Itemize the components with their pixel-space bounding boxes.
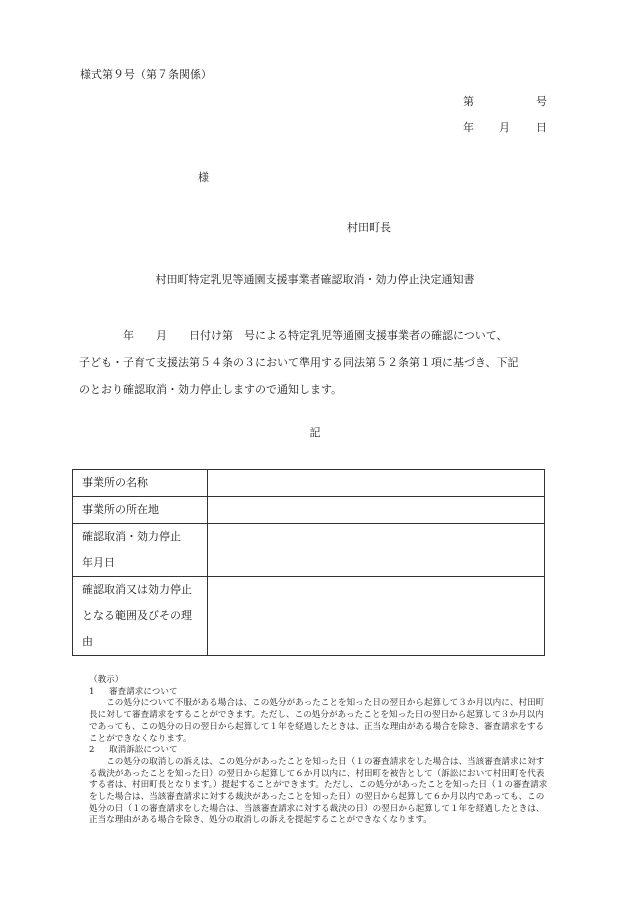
record-mark: 記 xyxy=(309,426,321,439)
issuer-name: 村田町長 xyxy=(347,221,391,234)
row-label xyxy=(73,497,208,524)
addressee-honorific: 様 xyxy=(198,171,209,184)
row-value xyxy=(208,524,545,577)
table-row xyxy=(73,524,545,577)
notice-section-title xyxy=(89,687,549,699)
row-value xyxy=(208,497,545,524)
section-title-text: 審査請求について xyxy=(109,686,178,697)
section-title-text: 取消訴訟について xyxy=(109,745,178,756)
appeal-notice xyxy=(89,675,549,827)
table-row xyxy=(73,577,545,656)
label-line: 事業所の所在地 xyxy=(82,503,159,516)
section-number: 2 xyxy=(89,745,95,756)
section-number: 1 xyxy=(89,686,95,697)
body-line: 年 月 日付け第 号による特定乳児等通園支援事業者の確認について、 xyxy=(79,329,508,342)
form-number: 様式第９号（第７条関係） xyxy=(80,68,212,81)
label-line: となる範囲及びその理 xyxy=(82,609,192,622)
label-line: 事業所の名称 xyxy=(82,476,148,489)
row-value xyxy=(208,470,545,497)
label-line: 確認取消・効力停止 xyxy=(82,530,181,543)
row-label xyxy=(73,470,208,497)
row-label xyxy=(73,577,208,656)
body-line: 子ども・子育て支援法第５４条の３において準用する同法第５２条第１項に基づき、下記 xyxy=(79,356,519,369)
details-table xyxy=(72,469,545,656)
label-line: 確認取消又は効力停止 xyxy=(82,583,192,596)
notice-section-title xyxy=(89,745,549,757)
notice-heading: （教示） xyxy=(89,675,124,685)
body-line: のとおり確認取消・効力停止しますので通知します。 xyxy=(79,383,343,396)
table-row xyxy=(73,497,545,524)
date-month: 月 xyxy=(499,121,510,134)
label-line: 年月日 xyxy=(82,556,115,569)
document-number-suffix: 号 xyxy=(536,95,547,108)
row-label xyxy=(73,524,208,577)
body-text xyxy=(79,322,549,403)
document-title: 村田町特定乳児等通園支援事業者確認取消・効力停止決定通知書 xyxy=(155,273,475,286)
notice-section-text: この処分について不服がある場合は、この処分があったことを知った日の翌日から起算して３か月以内に、村田町長に対して審査請求をすることができます。ただし、この処分があったことを知った日の翌日から起算して３か月以内であっても、この処分の日の翌日から起算して１年を経過したときは、正当な理由がある場合を除き、審査請求をすることができなくなります。 xyxy=(89,698,545,744)
row-value xyxy=(208,577,545,656)
date-day: 日 xyxy=(536,121,547,134)
notice-section-text: この処分の取消しの訴えは、この処分があったことを知った日（１の審査請求をした場合は、当該審査請求に対する裁決があったことを知った日）の翌日から起算して６か月以内に、村田町を被告として（訴訟において村田町を代表する者は、村田町長となります。）提起することができます。ただし、この処分があったことを知った日（１の審査請求をした場合は、当該審査請求に対する裁決があったことを知った日）の翌日から起算して６か月以内であっても、この処分の日（１の審査請求をした場合は、当該審査請求に対する裁決の日）の翌日から起算して１年を経過したときは、正当な理由がある場合を除き、処分の取消しの訴えを提起することができなくなります。 xyxy=(89,756,548,826)
date-year: 年 xyxy=(463,121,474,134)
label-line: 由 xyxy=(82,635,93,648)
table-row xyxy=(73,470,545,497)
document-number-prefix: 第 xyxy=(463,95,474,108)
